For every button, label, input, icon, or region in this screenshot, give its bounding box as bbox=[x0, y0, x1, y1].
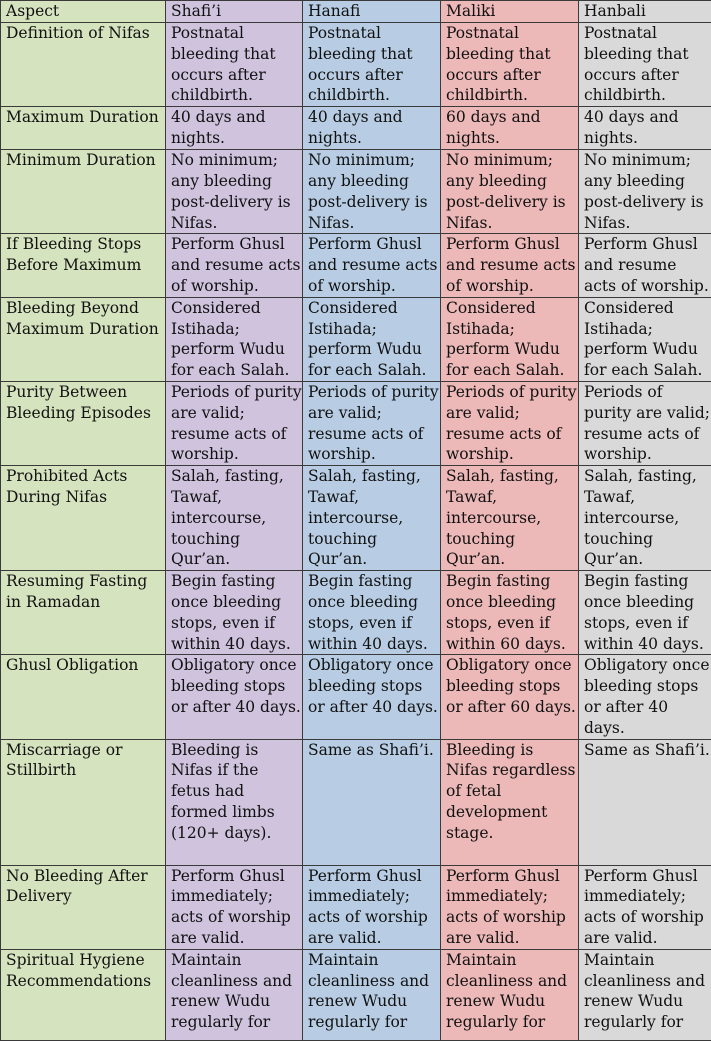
cell-shafii: No minimum; any bleeding post-delivery is Nifas. bbox=[166, 150, 303, 234]
cell-hanafi: Periods of purity are valid; resume acts of worship. bbox=[303, 381, 441, 465]
cell-maliki: No minimum; any bleeding post-delivery is Nifas. bbox=[441, 150, 579, 234]
header-aspect: Aspect bbox=[1, 1, 166, 23]
cell-shafii: Salah, fasting, Tawaf, intercourse, touching Qur’an. bbox=[166, 466, 303, 571]
cell-maliki: Considered Istihada; perform Wudu for each Salah. bbox=[441, 297, 579, 381]
table-row bbox=[1, 107, 711, 150]
cell-hanafi: Maintain cleanliness and renew Wudu regularly for bbox=[303, 949, 441, 1040]
cell-shafii: Maintain cleanliness and renew Wudu regularly for bbox=[166, 949, 303, 1040]
cell-hanbali: Salah, fasting, Tawaf, intercourse, touching Qur’an. bbox=[579, 466, 711, 571]
cell-aspect: If Bleeding Stops Before Maximum bbox=[1, 234, 166, 297]
cell-maliki: Postnatal bleeding that occurs after childbirth. bbox=[441, 23, 579, 107]
header-shafii: Shafi’i bbox=[166, 1, 303, 23]
table-row bbox=[1, 739, 711, 865]
cell-maliki: Begin fasting once bleeding stops, even if within 60 days. bbox=[441, 571, 579, 655]
cell-shafii: Perform Ghusl and resume acts of worship. bbox=[166, 234, 303, 297]
cell-aspect: Bleeding Beyond Maximum Duration bbox=[1, 297, 166, 381]
cell-maliki: Bleeding is Nifas regardless of fetal development stage. bbox=[441, 739, 579, 865]
cell-shafii: Bleeding is Nifas if the fetus had formed limbs (120+ days). bbox=[166, 739, 303, 865]
cell-aspect: Purity Between Bleeding Episodes bbox=[1, 381, 166, 465]
header-maliki: Maliki bbox=[441, 1, 579, 23]
cell-hanbali: Periods of purity are valid; resume acts of worship. bbox=[579, 381, 711, 465]
cell-hanbali: Obligatory once bleeding stops or after 40 days. bbox=[579, 655, 711, 739]
cell-hanafi: 40 days and nights. bbox=[303, 107, 441, 150]
cell-maliki: 60 days and nights. bbox=[441, 107, 579, 150]
table-row bbox=[1, 381, 711, 465]
table-row bbox=[1, 297, 711, 381]
cell-aspect: Spiritual Hygiene Recommendations bbox=[1, 949, 166, 1040]
cell-shafii: Periods of purity are valid; resume acts of worship. bbox=[166, 381, 303, 465]
cell-maliki: Maintain cleanliness and renew Wudu regularly for bbox=[441, 949, 579, 1040]
cell-hanafi: Obligatory once bleeding stops or after 40 days. bbox=[303, 655, 441, 739]
cell-shafii: Begin fasting once bleeding stops, even if within 40 days. bbox=[166, 571, 303, 655]
cell-aspect: Definition of Nifas bbox=[1, 23, 166, 107]
cell-aspect: No Bleeding After Delivery bbox=[1, 865, 166, 949]
cell-aspect: Miscarriage or Stillbirth bbox=[1, 739, 166, 865]
cell-maliki: Obligatory once bleeding stops or after 60 days. bbox=[441, 655, 579, 739]
cell-hanbali: Begin fasting once bleeding stops, even if within 40 days. bbox=[579, 571, 711, 655]
cell-hanbali: Considered Istihada; perform Wudu for each Salah. bbox=[579, 297, 711, 381]
header-hanbali: Hanbali bbox=[579, 1, 711, 23]
table-row bbox=[1, 150, 711, 234]
table-row bbox=[1, 466, 711, 571]
cell-hanafi: Begin fasting once bleeding stops, even if within 40 days. bbox=[303, 571, 441, 655]
cell-hanafi: No minimum; any bleeding post-delivery is Nifas. bbox=[303, 150, 441, 234]
cell-aspect: Minimum Duration bbox=[1, 150, 166, 234]
cell-shafii: Considered Istihada; perform Wudu for each Salah. bbox=[166, 297, 303, 381]
header-hanafi: Hanafi bbox=[303, 1, 441, 23]
cell-hanafi: Salah, fasting, Tawaf, intercourse, touching Qur’an. bbox=[303, 466, 441, 571]
cell-aspect: Maximum Duration bbox=[1, 107, 166, 150]
cell-aspect: Resuming Fasting in Ramadan bbox=[1, 571, 166, 655]
cell-shafii: Obligatory once bleeding stops or after 40 days. bbox=[166, 655, 303, 739]
cell-hanbali: No minimum; any bleeding post-delivery is Nifas. bbox=[579, 150, 711, 234]
cell-hanbali: Perform Ghusl and resume acts of worship. bbox=[579, 234, 711, 297]
cell-hanbali: Perform Ghusl immediately; acts of worship are valid. bbox=[579, 865, 711, 949]
cell-shafii: 40 days and nights. bbox=[166, 107, 303, 150]
cell-hanafi: Perform Ghusl immediately; acts of worship are valid. bbox=[303, 865, 441, 949]
cell-aspect: Ghusl Obligation bbox=[1, 655, 166, 739]
cell-aspect: Prohibited Acts During Nifas bbox=[1, 466, 166, 571]
cell-hanbali: 40 days and nights. bbox=[579, 107, 711, 150]
table-row bbox=[1, 949, 711, 1040]
cell-shafii: Postnatal bleeding that occurs after childbirth. bbox=[166, 23, 303, 107]
cell-hanbali: Maintain cleanliness and renew Wudu regularly for bbox=[579, 949, 711, 1040]
cell-hanafi: Same as Shafi’i. bbox=[303, 739, 441, 865]
cell-hanafi: Postnatal bleeding that occurs after childbirth. bbox=[303, 23, 441, 107]
cell-shafii: Perform Ghusl immediately; acts of worship are valid. bbox=[166, 865, 303, 949]
cell-maliki: Perform Ghusl and resume acts of worship. bbox=[441, 234, 579, 297]
cell-maliki: Perform Ghusl immediately; acts of worship are valid. bbox=[441, 865, 579, 949]
table-row bbox=[1, 234, 711, 297]
table-row bbox=[1, 865, 711, 949]
header-row bbox=[1, 1, 711, 23]
cell-maliki: Salah, fasting, Tawaf, intercourse, touching Qur’an. bbox=[441, 466, 579, 571]
cell-hanafi: Considered Istihada; perform Wudu for each Salah. bbox=[303, 297, 441, 381]
cell-maliki: Periods of purity are valid; resume acts of worship. bbox=[441, 381, 579, 465]
cell-hanbali: Same as Shafi’i. bbox=[579, 739, 711, 865]
table-row bbox=[1, 571, 711, 655]
table-row bbox=[1, 23, 711, 107]
table-row bbox=[1, 655, 711, 739]
cell-hanafi: Perform Ghusl and resume acts of worship. bbox=[303, 234, 441, 297]
cell-hanbali: Postnatal bleeding that occurs after childbirth. bbox=[579, 23, 711, 107]
